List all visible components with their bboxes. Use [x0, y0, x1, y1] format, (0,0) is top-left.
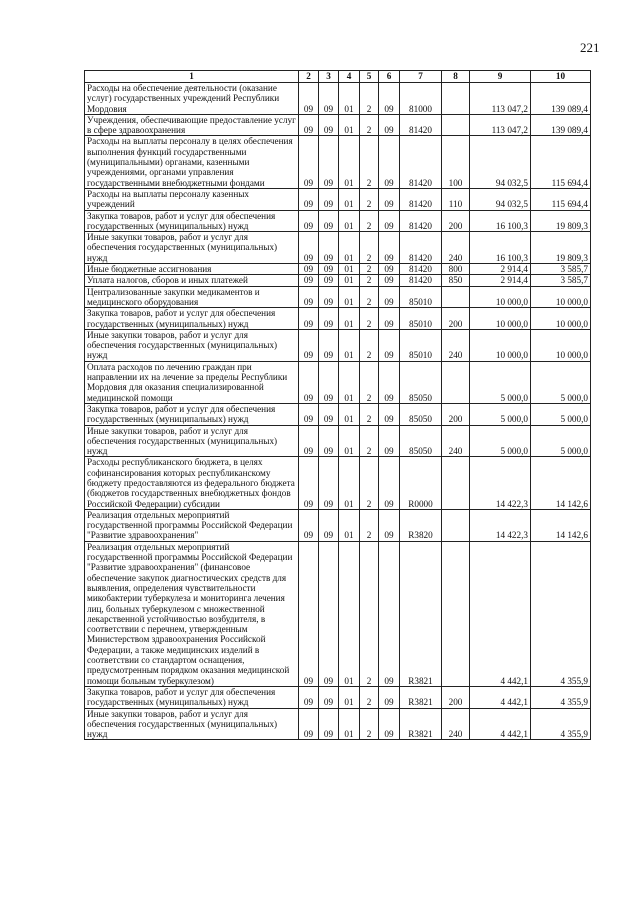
- code-direction: 85050: [400, 425, 442, 457]
- row-name: Расходы республиканского бюджета, в целях софинансирования которых республиканскому бюджету предоставляются из федерального бюджета (бюджетов государственных внебюджетных фондов Российской Федерации) субсидии: [85, 457, 299, 509]
- code-direction: R0000: [400, 457, 442, 509]
- table-row: [85, 232, 591, 264]
- code-main-event: 09: [379, 136, 400, 188]
- table-row: [85, 329, 591, 361]
- code-direction: 85010: [400, 308, 442, 330]
- code-expense-type: 110: [442, 188, 470, 210]
- code-subprogram: 2: [360, 425, 379, 457]
- amount-year-1: 5 000,0: [470, 425, 531, 457]
- amount-year-1: 113 047,2: [470, 83, 531, 115]
- code-program: 01: [339, 308, 360, 330]
- code-section: 09: [299, 114, 319, 136]
- table-row: [85, 403, 591, 425]
- code-expense-type: 850: [442, 275, 470, 286]
- amount-year-2: 139 089,4: [531, 83, 591, 115]
- code-program: 01: [339, 686, 360, 708]
- code-expense-type: [442, 83, 470, 115]
- column-header: 8: [442, 71, 470, 83]
- code-expense-type: [442, 361, 470, 403]
- amount-year-2: 5 000,0: [531, 425, 591, 457]
- row-name: Учреждения, обеспечивающие предоставление услуг в сфере здравоохранения: [85, 114, 299, 136]
- amount-year-1: 16 100,3: [470, 232, 531, 264]
- code-direction: 81420: [400, 136, 442, 188]
- code-program: 01: [339, 264, 360, 275]
- code-direction: 85050: [400, 361, 442, 403]
- code-subsection: 09: [319, 188, 339, 210]
- code-main-event: 09: [379, 83, 400, 115]
- code-section: 09: [299, 83, 319, 115]
- code-section: 09: [299, 457, 319, 509]
- amount-year-1: 5 000,0: [470, 403, 531, 425]
- code-direction: 85050: [400, 403, 442, 425]
- column-header: 2: [299, 71, 319, 83]
- code-expense-type: 240: [442, 708, 470, 740]
- code-subprogram: 2: [360, 403, 379, 425]
- row-name: Реализация отдельных мероприятий государственной программы Российской Федерации "Развитие здравоохранения" (финансовое обеспечение закупок диагностических средств для выявления, определения чувствительности микобактерии туберкулеза и мониторинга лечения лиц, больных туберкулезом с множественной лекарственной устойчивостью возбудителя, в соответствии с перечнем, утвержденным Министерством здравоохранения Российской Федерации, а также медицинских изделий в соответствии со стандартом оснащения, предусмотренным порядком оказания медицинской помощи больным туберкулезом): [85, 541, 299, 686]
- row-name: Иные бюджетные ассигнования: [85, 264, 299, 275]
- code-subsection: 09: [319, 136, 339, 188]
- table-row: [85, 83, 591, 115]
- amount-year-1: 10 000,0: [470, 329, 531, 361]
- code-subsection: 09: [319, 210, 339, 232]
- code-subsection: 09: [319, 361, 339, 403]
- code-subprogram: 2: [360, 686, 379, 708]
- code-main-event: 09: [379, 210, 400, 232]
- code-subprogram: 2: [360, 188, 379, 210]
- table-row: [85, 541, 591, 686]
- row-name: Расходы на выплаты персоналу в целях обеспечения выполнения функций государственными (муниципальными) органами, казенными учреждениями, органами управления государственными внебюджетными фондами: [85, 136, 299, 188]
- code-subprogram: 2: [360, 308, 379, 330]
- code-program: 01: [339, 541, 360, 686]
- code-section: 09: [299, 210, 319, 232]
- code-main-event: 09: [379, 286, 400, 308]
- code-subsection: 09: [319, 509, 339, 541]
- code-subsection: 09: [319, 457, 339, 509]
- amount-year-2: 115 694,4: [531, 136, 591, 188]
- code-subprogram: 2: [360, 286, 379, 308]
- code-main-event: 09: [379, 308, 400, 330]
- code-main-event: 09: [379, 361, 400, 403]
- code-program: 01: [339, 188, 360, 210]
- code-main-event: 09: [379, 686, 400, 708]
- code-expense-type: 800: [442, 264, 470, 275]
- table-row: [85, 114, 591, 136]
- amount-year-2: 14 142,6: [531, 509, 591, 541]
- code-section: 09: [299, 264, 319, 275]
- amount-year-2: 19 809,3: [531, 210, 591, 232]
- code-main-event: 09: [379, 457, 400, 509]
- budget-table: [84, 70, 591, 740]
- code-main-event: 09: [379, 329, 400, 361]
- row-name: Иные закупки товаров, работ и услуг для обеспечения государственных (муниципальных) нужд: [85, 425, 299, 457]
- code-subprogram: 2: [360, 114, 379, 136]
- code-program: 01: [339, 275, 360, 286]
- column-header: 6: [379, 71, 400, 83]
- code-subprogram: 2: [360, 509, 379, 541]
- code-section: 09: [299, 708, 319, 740]
- code-expense-type: [442, 114, 470, 136]
- code-section: 09: [299, 286, 319, 308]
- amount-year-2: 5 000,0: [531, 361, 591, 403]
- code-direction: 81420: [400, 264, 442, 275]
- code-subprogram: 2: [360, 457, 379, 509]
- code-main-event: 09: [379, 403, 400, 425]
- header-row: [85, 71, 591, 83]
- amount-year-2: 139 089,4: [531, 114, 591, 136]
- table-row: [85, 286, 591, 308]
- code-direction: 85010: [400, 286, 442, 308]
- code-subprogram: 2: [360, 232, 379, 264]
- code-expense-type: [442, 457, 470, 509]
- code-program: 01: [339, 361, 360, 403]
- amount-year-1: 2 914,4: [470, 275, 531, 286]
- code-direction: R3820: [400, 509, 442, 541]
- code-direction: 81420: [400, 210, 442, 232]
- table-row: [85, 425, 591, 457]
- code-main-event: 09: [379, 509, 400, 541]
- code-direction: R3821: [400, 708, 442, 740]
- table-row: [85, 210, 591, 232]
- code-program: 01: [339, 509, 360, 541]
- amount-year-2: 5 000,0: [531, 403, 591, 425]
- row-name: Централизованные закупки медикаментов и медицинского оборудования: [85, 286, 299, 308]
- code-program: 01: [339, 403, 360, 425]
- row-name: Иные закупки товаров, работ и услуг для обеспечения государственных (муниципальных) нужд: [85, 232, 299, 264]
- amount-year-1: 10 000,0: [470, 308, 531, 330]
- code-subsection: 09: [319, 541, 339, 686]
- amount-year-1: 113 047,2: [470, 114, 531, 136]
- amount-year-1: 10 000,0: [470, 286, 531, 308]
- table-row: [85, 457, 591, 509]
- code-direction: R3821: [400, 686, 442, 708]
- amount-year-1: 16 100,3: [470, 210, 531, 232]
- code-main-event: 09: [379, 275, 400, 286]
- amount-year-1: 2 914,4: [470, 264, 531, 275]
- column-header: 5: [360, 71, 379, 83]
- amount-year-2: 115 694,4: [531, 188, 591, 210]
- code-main-event: 09: [379, 114, 400, 136]
- table-row: [85, 136, 591, 188]
- code-subsection: 09: [319, 308, 339, 330]
- code-section: 09: [299, 188, 319, 210]
- amount-year-2: 3 585,7: [531, 275, 591, 286]
- code-direction: 81420: [400, 188, 442, 210]
- code-subsection: 09: [319, 425, 339, 457]
- code-subsection: 09: [319, 708, 339, 740]
- code-direction: 81420: [400, 114, 442, 136]
- amount-year-2: 4 355,9: [531, 686, 591, 708]
- code-subprogram: 2: [360, 708, 379, 740]
- column-header: 9: [470, 71, 531, 83]
- code-section: 09: [299, 403, 319, 425]
- code-program: 01: [339, 136, 360, 188]
- table-row: [85, 264, 591, 275]
- table-row: [85, 308, 591, 330]
- table-row: [85, 708, 591, 740]
- code-expense-type: 200: [442, 308, 470, 330]
- code-subsection: 09: [319, 264, 339, 275]
- code-main-event: 09: [379, 264, 400, 275]
- row-name: Закупка товаров, работ и услуг для обеспечения государственных (муниципальных) нужд: [85, 403, 299, 425]
- amount-year-1: 4 442,1: [470, 708, 531, 740]
- code-program: 01: [339, 286, 360, 308]
- amount-year-2: 10 000,0: [531, 286, 591, 308]
- code-direction: 85010: [400, 329, 442, 361]
- row-name: Расходы на обеспечение деятельности (оказание услуг) государственных учреждений Республики Мордовия: [85, 83, 299, 115]
- amount-year-1: 4 442,1: [470, 541, 531, 686]
- column-header: 10: [531, 71, 591, 83]
- table-row: [85, 188, 591, 210]
- code-expense-type: [442, 286, 470, 308]
- table-row: [85, 361, 591, 403]
- code-subprogram: 2: [360, 275, 379, 286]
- code-direction: 81420: [400, 232, 442, 264]
- code-section: 09: [299, 329, 319, 361]
- code-subsection: 09: [319, 114, 339, 136]
- amount-year-2: 10 000,0: [531, 308, 591, 330]
- code-program: 01: [339, 83, 360, 115]
- code-subsection: 09: [319, 329, 339, 361]
- column-header: 4: [339, 71, 360, 83]
- table-row: [85, 509, 591, 541]
- code-section: 09: [299, 361, 319, 403]
- code-subprogram: 2: [360, 361, 379, 403]
- code-direction: R3821: [400, 541, 442, 686]
- amount-year-2: 4 355,9: [531, 541, 591, 686]
- amount-year-1: 94 032,5: [470, 136, 531, 188]
- row-name: Закупка товаров, работ и услуг для обеспечения государственных (муниципальных) нужд: [85, 210, 299, 232]
- column-header: 3: [319, 71, 339, 83]
- table-row: [85, 686, 591, 708]
- code-subsection: 09: [319, 286, 339, 308]
- code-program: 01: [339, 457, 360, 509]
- amount-year-2: 19 809,3: [531, 232, 591, 264]
- code-subsection: 09: [319, 275, 339, 286]
- code-expense-type: [442, 509, 470, 541]
- code-subsection: 09: [319, 83, 339, 115]
- amount-year-2: 14 142,6: [531, 457, 591, 509]
- amount-year-1: 14 422,3: [470, 509, 531, 541]
- code-expense-type: 200: [442, 210, 470, 232]
- code-main-event: 09: [379, 232, 400, 264]
- code-section: 09: [299, 686, 319, 708]
- code-section: 09: [299, 232, 319, 264]
- code-program: 01: [339, 329, 360, 361]
- code-expense-type: 240: [442, 329, 470, 361]
- code-section: 09: [299, 308, 319, 330]
- code-expense-type: 240: [442, 425, 470, 457]
- amount-year-1: 94 032,5: [470, 188, 531, 210]
- code-subprogram: 2: [360, 541, 379, 686]
- code-direction: 81000: [400, 83, 442, 115]
- row-name: Закупка товаров, работ и услуг для обеспечения государственных (муниципальных) нужд: [85, 686, 299, 708]
- row-name: Расходы на выплаты персоналу казенных учреждений: [85, 188, 299, 210]
- row-name: Закупка товаров, работ и услуг для обеспечения государственных (муниципальных) нужд: [85, 308, 299, 330]
- amount-year-2: 10 000,0: [531, 329, 591, 361]
- amount-year-2: 4 355,9: [531, 708, 591, 740]
- code-expense-type: 100: [442, 136, 470, 188]
- code-subsection: 09: [319, 403, 339, 425]
- code-expense-type: 240: [442, 232, 470, 264]
- code-subprogram: 2: [360, 136, 379, 188]
- code-main-event: 09: [379, 425, 400, 457]
- code-direction: 81420: [400, 275, 442, 286]
- code-main-event: 09: [379, 188, 400, 210]
- amount-year-1: 14 422,3: [470, 457, 531, 509]
- row-name: Иные закупки товаров, работ и услуг для обеспечения государственных (муниципальных) нужд: [85, 708, 299, 740]
- amount-year-2: 3 585,7: [531, 264, 591, 275]
- code-subsection: 09: [319, 232, 339, 264]
- amount-year-1: 5 000,0: [470, 361, 531, 403]
- code-section: 09: [299, 136, 319, 188]
- row-name: Оплата расходов по лечению граждан при направлении их на лечение за пределы Республики Мордовия для оказания специализированной медицинской помощи: [85, 361, 299, 403]
- code-section: 09: [299, 541, 319, 686]
- code-section: 09: [299, 425, 319, 457]
- column-header: 7: [400, 71, 442, 83]
- code-main-event: 09: [379, 708, 400, 740]
- page-number: 221: [580, 40, 600, 55]
- code-section: 09: [299, 509, 319, 541]
- column-header: 1: [85, 71, 299, 83]
- code-main-event: 09: [379, 541, 400, 686]
- code-expense-type: [442, 541, 470, 686]
- code-subprogram: 2: [360, 329, 379, 361]
- table-row: [85, 275, 591, 286]
- code-program: 01: [339, 210, 360, 232]
- amount-year-1: 4 442,1: [470, 686, 531, 708]
- row-name: Уплата налогов, сборов и иных платежей: [85, 275, 299, 286]
- code-expense-type: 200: [442, 403, 470, 425]
- code-subprogram: 2: [360, 264, 379, 275]
- code-program: 01: [339, 114, 360, 136]
- code-program: 01: [339, 708, 360, 740]
- code-expense-type: 200: [442, 686, 470, 708]
- row-name: Реализация отдельных мероприятий государственной программы Российской Федерации "Развитие здравоохранения": [85, 509, 299, 541]
- row-name: Иные закупки товаров, работ и услуг для обеспечения государственных (муниципальных) нужд: [85, 329, 299, 361]
- code-section: 09: [299, 275, 319, 286]
- code-program: 01: [339, 425, 360, 457]
- code-subprogram: 2: [360, 83, 379, 115]
- code-program: 01: [339, 232, 360, 264]
- code-subsection: 09: [319, 686, 339, 708]
- code-subprogram: 2: [360, 210, 379, 232]
